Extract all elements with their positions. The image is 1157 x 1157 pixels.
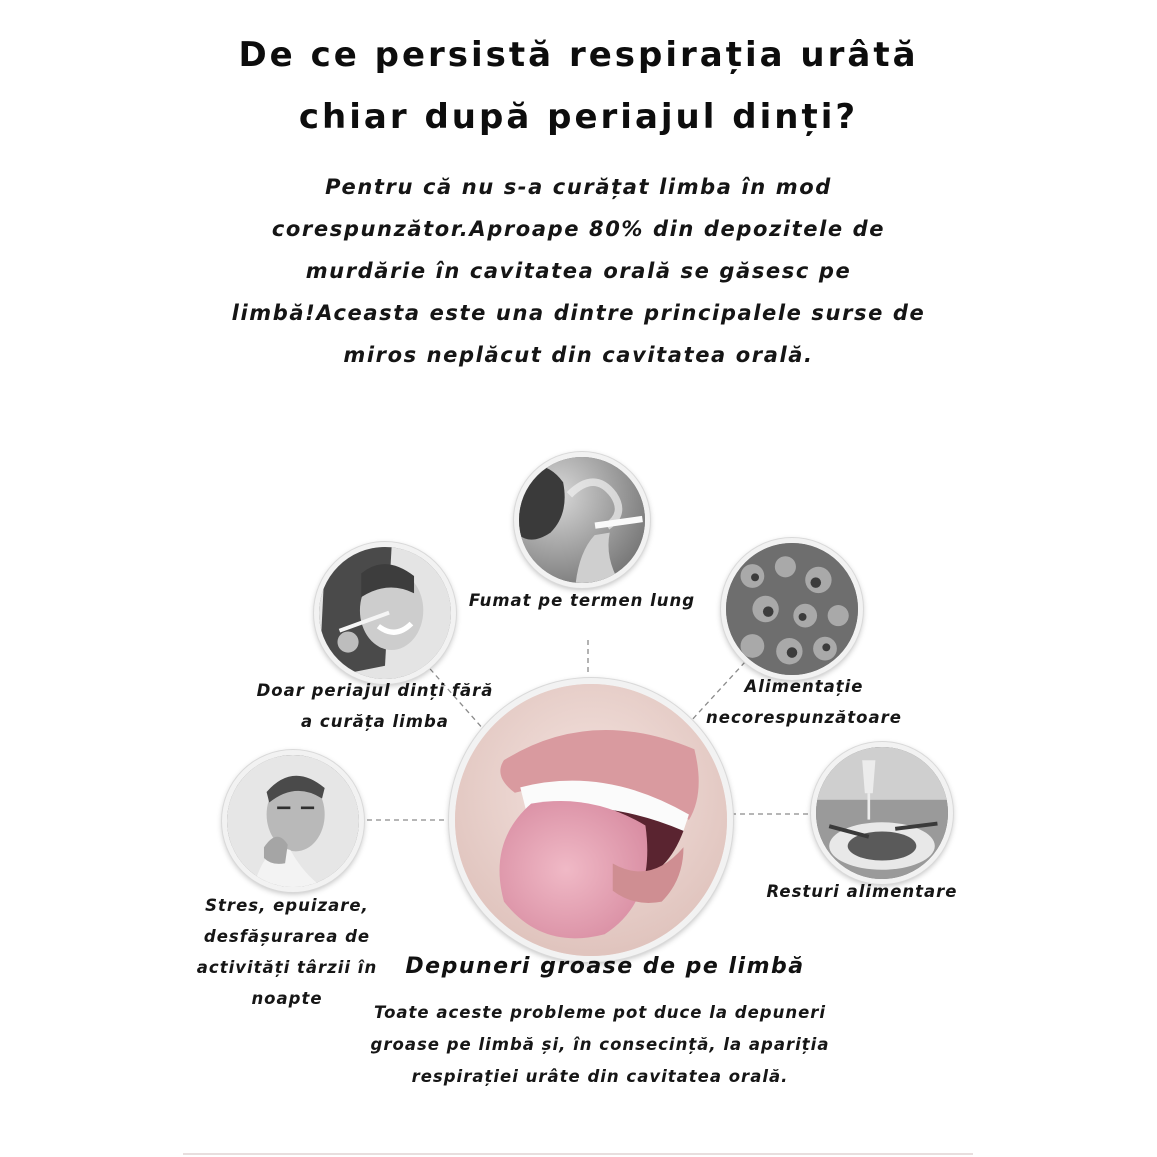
footer-divider <box>183 1153 973 1155</box>
caption-diet-line-2: necorespunzătoare <box>706 708 902 727</box>
caption-diet-line-1: Alimentație <box>744 677 864 696</box>
caption-brushing <box>240 675 510 737</box>
outro-line-1: Toate aceste probleme pot duce la depuneri <box>373 1003 827 1022</box>
outro-line-2: groase pe limbă și, în consecință, la apariția <box>370 1035 830 1054</box>
intro-line-1: Pentru că nu s-a curățat limba în mod <box>325 175 832 199</box>
intro-line-3: murdărie în cavitatea orală se găsesc pe <box>305 259 852 283</box>
caption-stress-line-4: noapte <box>251 989 323 1008</box>
caption-diet <box>694 671 914 733</box>
intro-paragraph <box>140 166 1017 376</box>
caption-leftovers: Resturi alimentare <box>766 882 958 901</box>
center-caption: Depuneri groase de pe limbă <box>405 954 805 979</box>
intro-line-4: limbă!Aceasta este una dintre principalele surse de <box>231 301 926 325</box>
page-title <box>0 24 1157 148</box>
dining-table-photo-icon <box>811 742 953 884</box>
outro-line-3: respirației urâte din cavitatea orală. <box>411 1067 789 1086</box>
stressed-man-photo-icon <box>222 750 364 892</box>
toothbrush-woman-photo-icon <box>314 542 456 684</box>
caption-brushing-line-2: a curăța limba <box>301 712 449 731</box>
caption-stress <box>182 890 392 1014</box>
caption-stress-line-3: activități târzii în <box>196 958 378 977</box>
smoking-photo-icon <box>514 452 650 588</box>
caption-stress-line-2: desfășurarea de <box>203 927 371 946</box>
title-line-1: De ce persistă respirația urâtă <box>238 35 919 75</box>
caption-stress-line-1: Stres, epuizare, <box>205 896 369 915</box>
tongue-photo-icon <box>449 678 733 962</box>
caption-smoking: Fumat pe termen lung <box>468 591 696 610</box>
outro-paragraph <box>330 997 870 1093</box>
title-line-2: chiar după periajul dinți? <box>298 97 859 137</box>
intro-line-2: corespunzător.Aproape 80% din depozitele de <box>271 217 886 241</box>
intro-line-5: miros neplăcut din cavitatea orală. <box>343 343 814 367</box>
food-photo-icon <box>721 538 863 680</box>
caption-brushing-line-1: Doar periajul dinți fără <box>256 681 494 700</box>
